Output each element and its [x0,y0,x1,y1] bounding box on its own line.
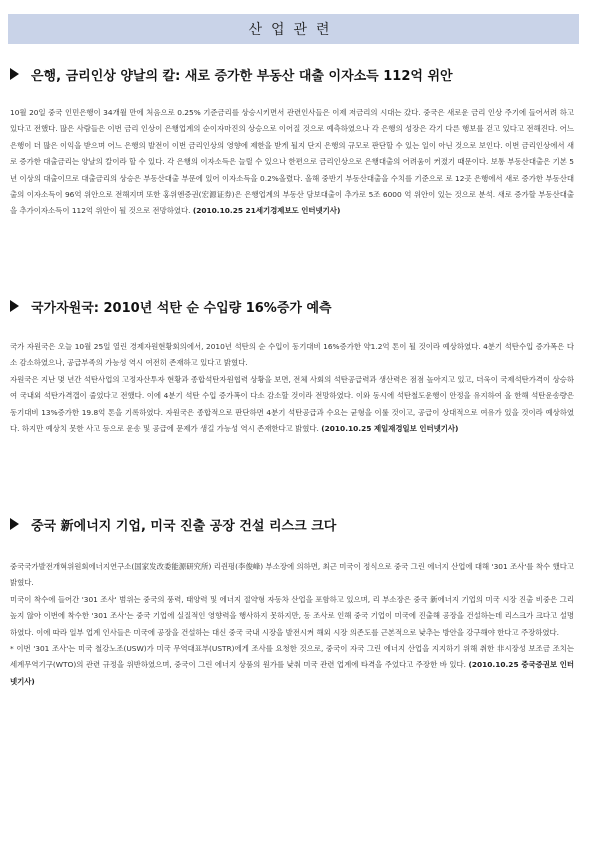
article-source: (2010.10.25 중국증권보 인터넷기사) [10,660,574,686]
article-paragraph: * 이번 '301 조사'는 미국 철강노조(USW)가 미국 무역대표부(USTR)에게 조사를 요청한 것으로, 중국이 자국 그린 에너지 산업을 지지하기 위해 취한 非시장성 보조금 조치는 세계무역기구(WTO)의 관련 규정을 위반하였으며, 중국이 그린 에너지 상품의 원가를 낮춰 미국 관련 업계에 타격을 주었다고 주장한 바 있다. (2010.10.25 중국증권보 인터넷기사) [10,644,574,686]
article-paragraph: 중국국가발전개혁위원회에너지연구소(国家发改委能源研究所) 리쥔펑(李俊峰) 부소장에 의하면, 최근 미국이 정식으로 중국 그린 에너지 산업에 대해 '301 조사'를 착수 했다고 밝혔다. [10,562,574,588]
article-body [10,105,574,220]
header-bar [8,14,579,44]
article-title: 중국 新에너지 기업, 미국 진출 공장 건설 리스크 크다 [31,518,337,534]
article-source: (2010.10.25 21세기경제보도 인터넷기사) [192,206,341,216]
article-paragraph: 미국이 착수에 들어간 '301 조사' 범위는 중국의 풍력, 태양력 및 에너지 절약형 자동차 산업을 포함하고 있으며, 리 부소장은 중국 新에너지 기업의 미국 시장 진출 비중은 그리 높지 않아 이번에 착수한 '301 조사'는 중국 기업에 실질적인 영향력을 행사하지 못하지만, 동 조사로 인해 중국 기업이 미국에 진출해 공장을 건설하는데 리스크가 크다고 설명하였다. 이에 따라 일부 업계 인사들은 미국에 공장을 건설하는 대신 중국 국내 시장을 발전시켜 해외 시장 의존도를 근본적으로 낮추는 방안을 강구해야 한다고 주장하였다. [10,594,574,637]
arrow-bullet-icon [10,518,19,530]
article-body [10,339,574,437]
article-body [10,559,574,690]
article-section-3 [8,513,582,690]
arrow-bullet-icon [10,68,19,80]
page-title: 산업관련 [248,22,339,38]
article-paragraph: 국가 자원국은 오늘 10월 25일 열린 경제자원현황회의에서, 2010년 석탄의 순 수입이 동기대비 16%증가한 약1.2억 톤이 될 것이라 예상하였다. 4분기 석탄수입 증가폭은 다소 감소하였으나, 공급부족의 가능성 역시 여전히 존재하고 있다고 밝혔다. [10,342,574,368]
article-heading [8,63,582,85]
article-paragraph: 10월 20일 중국 인민은행이 34개월 만에 처음으로 0.25% 기준금리를 상승시키면서 관련인사들은 이제 저금리의 시대는 갔다. 중국은 새로운 금리 인상 주기에 들어서려 하고 있다고 전했다. 많은 사람들은 이번 금리 인상이 은행업계의 순이자마진의 상승으로 이어질 것으로 예측하였으나 각 은행의 성장은 각기 다른 행보를 걷고 있다고 전해진다. 어느 은행이 더 많은 이익을 받으며 어느 은행의 발전이 이번 금리인상의 영향에 제한을 받게 될지 단지 은행의 규모로 판단할 수 있는 일이 아닌 것으로 보인다. 이번 금리인상에서 새로 증가한 대출금리는 양날의 칼이라 할 수 있다. 각 은행의 이자소득은 늘릴 수 있으나 한편으로 금리인상으로 은행대출의 어려움이 커졌기 때문이다. 보통 부동산대출은 기본 5년 이상의 대출이므로 대출금리의 상승은 부동산대출 부문에 있어 이자소득을 0.2%올렸다. 올해 중반기 부동산대출을 수치를 기준으로 로 12곳 은행에서 새로 증가한 부동산대출의 이자소득이 96억 위안으로 전해지며 또한 홍위엔증권(宏源证券)은 은행업계의 부동산 담보대출이 추가로 5조 6000 억 위안이 있는 것으로 분석. 새로 증가할 부동산대출을 추가이자소득이 112억 위안이 될 것으로 전망하였다. (2010.10.25 21세기경제보도 인터넷기사) [10,108,574,216]
arrow-bullet-icon [10,300,19,312]
article-source: (2010.10.25 제일재경일보 인터넷기사) [321,424,459,434]
article-paragraph: 자원국은 지난 몇 년간 석탄사업의 고정자산투자 현황과 종합석탄자원협력 상황을 보면, 전체 사회의 석탄공급력과 생산력은 점점 높아지고 있고, 더욱이 국제석탄가격이 상승하여 국내외 석탄가격갭이 줄었다고 전했다. 이에 4분기 석탄 수입 증가폭이 다소 감소할 것이라 전망하였다. 이와 동시에 석탄철도운행이 안정을 유지하여 올 한해 석탄운송량은 동기대비 13%증가한 19.8억 톤을 기록하였다. 자원국은 종합적으로 판단하면 4분기 석탄공급과 수요는 균형을 이룰 것이고, 공급이 상대적으로 여유가 있을 것이라 예상하였다. 하지만 예상치 못한 사고 등으로 운송 및 공급에 문제가 생길 가능성 역시 존재한다고 밝혔다. (2010.10.25 제일재경일보 인터넷기사) [10,374,574,434]
article-heading [8,295,582,317]
article-title: 은행, 금리인상 양날의 칼: 새로 증가한 부동산 대출 이자소득 112억 위안 [31,68,453,84]
article-section-1 [8,63,582,220]
article-heading [8,513,582,535]
article-title: 국가자원국: 2010년 석탄 순 수입량 16%증가 예측 [31,300,332,316]
article-section-2 [8,295,582,437]
